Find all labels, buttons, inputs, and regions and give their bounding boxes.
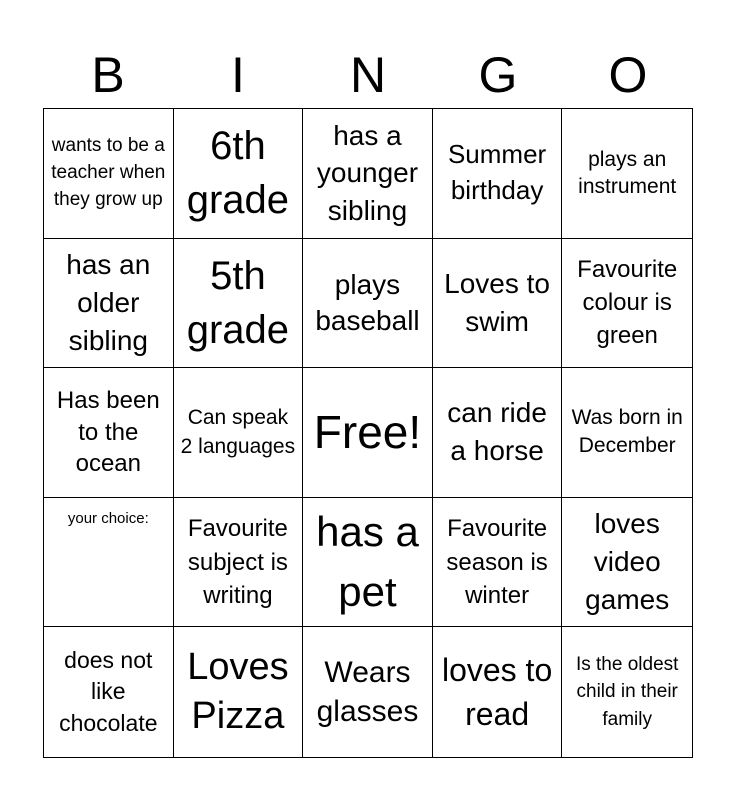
bingo-cell: wants to be a teacher when they grow up bbox=[44, 109, 174, 239]
header-letter-i: I bbox=[231, 47, 245, 103]
bingo-grid bbox=[43, 108, 693, 758]
bingo-cell: 5th grade bbox=[174, 239, 304, 369]
bingo-cell: does not like chocolate bbox=[44, 627, 174, 757]
header-letter-n: N bbox=[349, 47, 387, 103]
bingo-cell: Wears glasses bbox=[303, 627, 433, 757]
bingo-cell: can ride a horse bbox=[433, 368, 563, 498]
free-space: Free! bbox=[303, 368, 433, 498]
bingo-cell: Favourite subject is writing bbox=[174, 498, 304, 628]
bingo-cell: plays baseball bbox=[303, 239, 433, 369]
bingo-cell: Can speak 2 languages bbox=[174, 368, 304, 498]
bingo-cell: has a pet bbox=[303, 498, 433, 628]
bingo-cell: Loves to swim bbox=[433, 239, 563, 369]
bingo-cell: Is the oldest child in their family bbox=[575, 653, 679, 730]
header-letter-b: B bbox=[91, 47, 125, 103]
bingo-cell: loves video games bbox=[562, 498, 692, 628]
bingo-cell: plays an instrument bbox=[562, 109, 692, 239]
bingo-cell: Has been to the ocean bbox=[44, 368, 174, 498]
bingo-cell: Favourite colour is green bbox=[562, 239, 692, 369]
bingo-header bbox=[43, 42, 693, 108]
bingo-cell: has an older sibling bbox=[44, 239, 174, 369]
header-letter-o: O bbox=[608, 47, 648, 103]
bingo-cell: has a younger sibling bbox=[303, 109, 433, 239]
bingo-cell: Loves Pizza bbox=[174, 627, 304, 757]
your-choice-cell[interactable]: your choice: bbox=[44, 498, 174, 628]
bingo-cell: Was born in December bbox=[562, 368, 692, 498]
bingo-cell: 6th grade bbox=[174, 109, 304, 239]
bingo-cell: loves to read bbox=[433, 627, 563, 757]
bingo-cell: Summer birthday bbox=[433, 109, 563, 239]
header-letter-g: G bbox=[478, 47, 518, 103]
bingo-cell: Favourite season is winter bbox=[433, 498, 563, 628]
